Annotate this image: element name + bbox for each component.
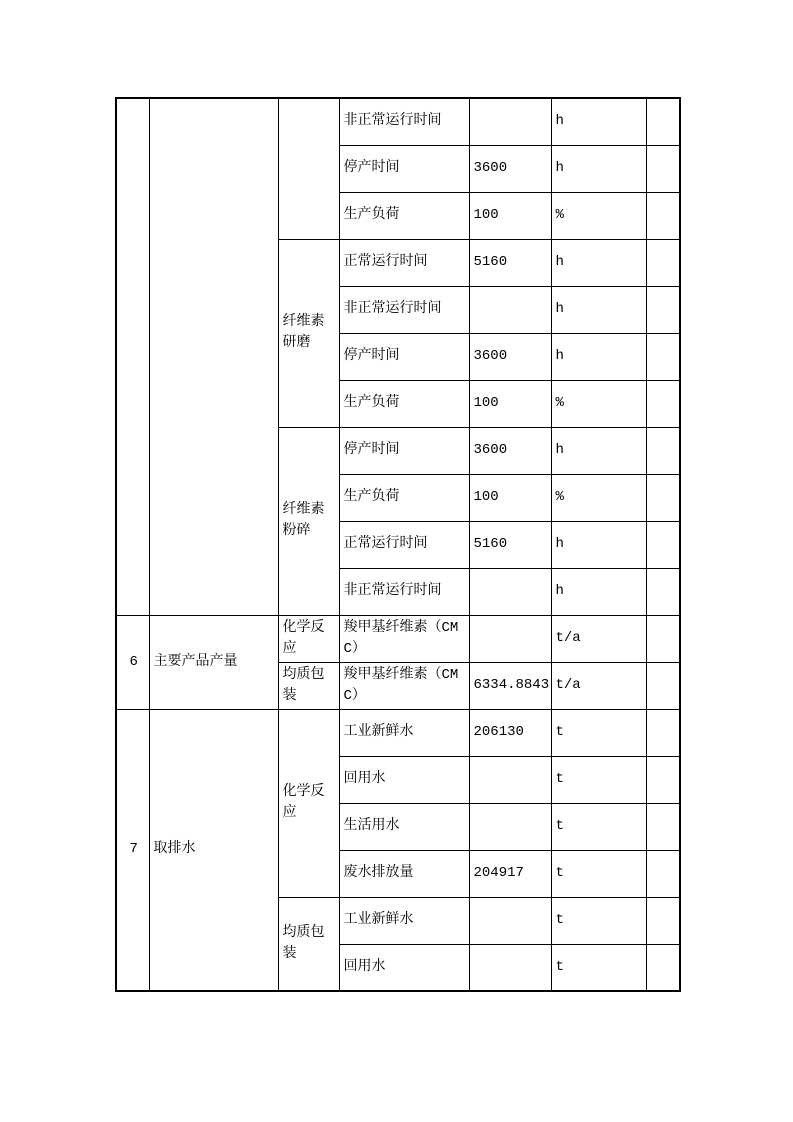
cell-unit: t — [551, 850, 646, 897]
cell-value: 3600 — [469, 145, 551, 192]
cell-blank — [646, 380, 680, 427]
cell-value — [469, 944, 551, 991]
cell-value: 206130 — [469, 709, 551, 756]
data-table — [115, 97, 681, 992]
cell-unit: h — [551, 427, 646, 474]
cell-unit: t/a — [551, 662, 646, 709]
cell-unit: h — [551, 286, 646, 333]
table-row — [116, 709, 680, 756]
cell-unit: t/a — [551, 615, 646, 662]
cell-subgroup-reaction: 化学反应 — [278, 709, 339, 897]
cell-unit: t — [551, 803, 646, 850]
cell-value: 3600 — [469, 333, 551, 380]
cell-unit: t — [551, 709, 646, 756]
cell-blank — [646, 756, 680, 803]
cell-value — [469, 615, 551, 662]
cell-value — [469, 98, 551, 145]
cell-category-products: 主要产品产量 — [149, 615, 278, 709]
cell-blank — [646, 850, 680, 897]
cell-blank — [646, 286, 680, 333]
cell-item: 废水排放量 — [339, 850, 469, 897]
cell-blank — [646, 897, 680, 944]
cell-item: 非正常运行时间 — [339, 286, 469, 333]
cell-subgroup-packaging: 均质包装 — [278, 897, 339, 991]
cell-blank — [646, 145, 680, 192]
cell-item: 生产负荷 — [339, 192, 469, 239]
cell-blank — [646, 333, 680, 380]
cell-blank — [646, 474, 680, 521]
cell-blank — [646, 944, 680, 991]
cell-item: 正常运行时间 — [339, 239, 469, 286]
cell-unit: t — [551, 756, 646, 803]
cell-value: 3600 — [469, 427, 551, 474]
cell-item: 羧甲基纤维素（CMC） — [339, 615, 469, 662]
cell-blank — [646, 615, 680, 662]
cell-blank — [646, 521, 680, 568]
cell-unit: h — [551, 145, 646, 192]
cell-item: 非正常运行时间 — [339, 568, 469, 615]
cell-subgroup-empty — [278, 98, 339, 239]
cell-item: 工业新鲜水 — [339, 709, 469, 756]
cell-unit: % — [551, 192, 646, 239]
cell-row-number-products: 6 — [116, 615, 149, 709]
cell-value: 6334.8843 — [469, 662, 551, 709]
cell-value — [469, 803, 551, 850]
cell-item: 回用水 — [339, 756, 469, 803]
cell-blank — [646, 98, 680, 145]
cell-blank — [646, 568, 680, 615]
cell-category-water: 取排水 — [149, 709, 278, 991]
cell-blank — [646, 192, 680, 239]
cell-unit: h — [551, 333, 646, 380]
cell-blank — [646, 427, 680, 474]
cell-category-empty — [149, 98, 278, 615]
cell-item: 生活用水 — [339, 803, 469, 850]
cell-item: 非正常运行时间 — [339, 98, 469, 145]
cell-value: 100 — [469, 380, 551, 427]
cell-unit: t — [551, 897, 646, 944]
cell-value: 5160 — [469, 239, 551, 286]
cell-blank — [646, 709, 680, 756]
cell-unit: h — [551, 521, 646, 568]
cell-value — [469, 897, 551, 944]
cell-blank — [646, 239, 680, 286]
cell-subgroup-crushing: 纤维素粉碎 — [278, 427, 339, 615]
cell-unit: h — [551, 98, 646, 145]
cell-item: 正常运行时间 — [339, 521, 469, 568]
cell-value: 5160 — [469, 521, 551, 568]
cell-value: 100 — [469, 192, 551, 239]
table-row — [116, 98, 680, 145]
cell-subgroup-reaction: 化学反应 — [278, 615, 339, 662]
cell-blank — [646, 662, 680, 709]
cell-item: 停产时间 — [339, 427, 469, 474]
cell-value — [469, 568, 551, 615]
cell-unit: t — [551, 944, 646, 991]
cell-value — [469, 286, 551, 333]
cell-unit: h — [551, 568, 646, 615]
cell-item: 回用水 — [339, 944, 469, 991]
cell-item: 停产时间 — [339, 145, 469, 192]
cell-item: 生产负荷 — [339, 380, 469, 427]
cell-unit: % — [551, 380, 646, 427]
cell-value: 100 — [469, 474, 551, 521]
cell-unit: % — [551, 474, 646, 521]
cell-row-number-empty — [116, 98, 149, 615]
cell-item: 羧甲基纤维素（CMC） — [339, 662, 469, 709]
table-row — [116, 615, 680, 662]
cell-subgroup-grinding: 纤维素研磨 — [278, 239, 339, 427]
cell-row-number-water: 7 — [116, 709, 149, 991]
cell-blank — [646, 803, 680, 850]
cell-value — [469, 756, 551, 803]
cell-value: 204917 — [469, 850, 551, 897]
cell-item: 停产时间 — [339, 333, 469, 380]
cell-subgroup-packaging: 均质包装 — [278, 662, 339, 709]
cell-item: 工业新鲜水 — [339, 897, 469, 944]
cell-unit: h — [551, 239, 646, 286]
cell-item: 生产负荷 — [339, 474, 469, 521]
